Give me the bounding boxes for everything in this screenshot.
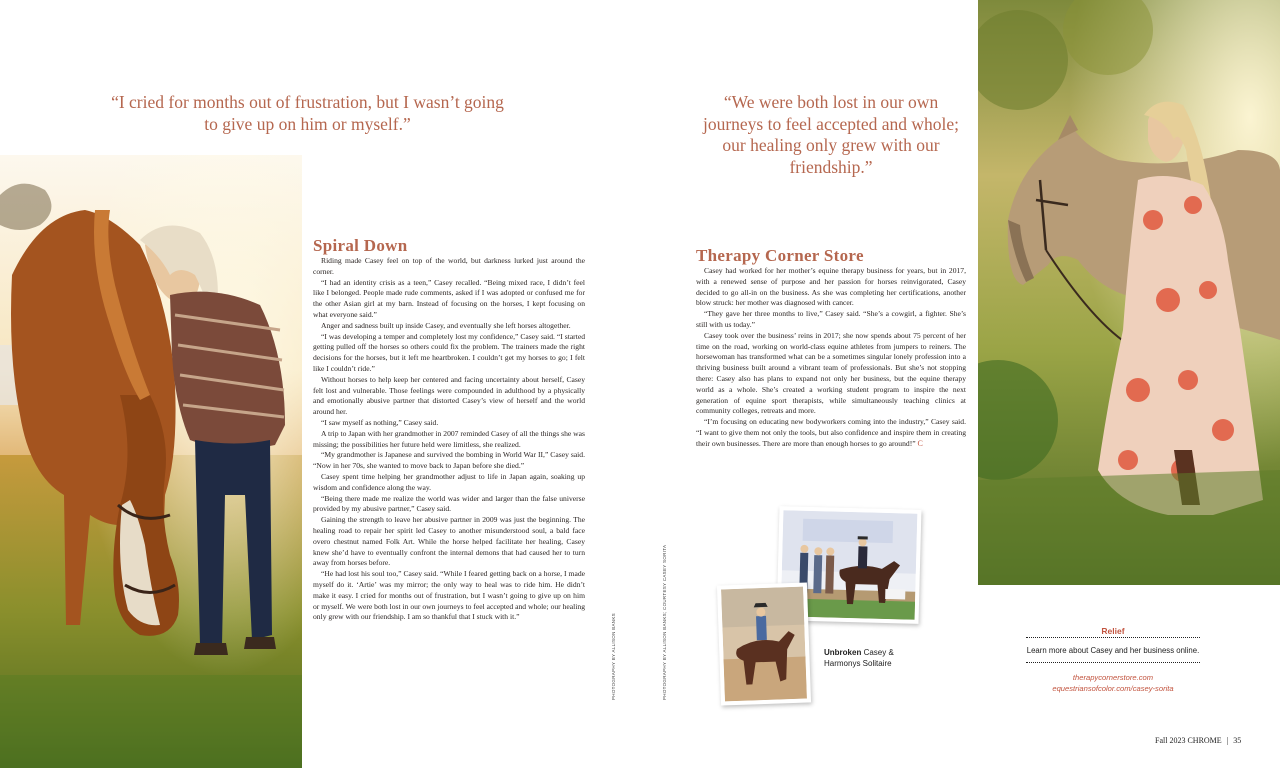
reining-scene-illustration <box>721 587 807 702</box>
paragraph: “They gave her three months to live,” Casey said. “She’s a cowgirl, a fighter. She’s still with us today.” <box>696 309 966 329</box>
pull-quote-left: “I cried for months out of frustration, but I wasn’t going to give up on him or myself.” <box>111 92 504 134</box>
paragraph: Casey spent time helping her grandmother adjust to life in Japan again, soaking up wisdom and confidence along the way. <box>313 471 585 492</box>
pull-quote-right: “We were both lost in our own journeys to feel accepted and whole; our healing only grew with our friendship.” <box>702 92 960 177</box>
section-title-spiral-down: Spiral Down <box>313 236 408 255</box>
paragraph-text: “I’m focusing on educating new bodyworkers coming into the industry,” Casey said. “I want to give them not only the tools, but also confidence and inspire them in creating their own businesses. There are more than enough horses to go around!” <box>696 417 966 448</box>
sunset-field-illustration <box>0 155 302 768</box>
paragraph <box>696 417 966 449</box>
paragraph: “I saw myself as nothing,” Casey said. <box>321 417 439 427</box>
link-therapy-corner-store[interactable]: therapycornerstore.com <box>1072 673 1154 682</box>
relief-title: Relief <box>1101 626 1125 636</box>
paragraph: Anger and sadness built up inside Casey, and eventually she left horses altogether. <box>321 320 571 330</box>
folio <box>1155 736 1241 745</box>
photo-credit-left: PHOTOGRAPHY BY ALLISON BANKS <box>611 613 616 700</box>
paragraph: Gaining the strength to leave her abusive partner in 2009 was just the beginning. The healing road to repair her spirit led Casey to another misunderstood soul, a bald face overo chestnut named Folk Art. While the horse helped facilitate her healing, Casey knew she’d have to eventually confront the internal demons that had caused her to turn away from horses before. <box>313 515 585 568</box>
folio-separator: | <box>1226 736 1229 745</box>
paragraph: “I was developing a temper and completely lost my confidence,” Casey said. “I started getting pulled off the horses so others could fix the problem. The trainers made the right decisions for the horses, but it left me heartbroken. I couldn’t get my horses to go; I felt like I couldn’t ride.” <box>313 331 585 373</box>
relief-divider <box>1026 662 1200 663</box>
relief-text: Learn more about Casey and her business online. <box>1026 646 1200 655</box>
relief-divider <box>1026 637 1200 638</box>
caption-bold: Unbroken <box>824 648 862 657</box>
paragraph: “Being there made me realize the world was wider and larger than the false universe provided by my abusive partner,” Casey said. <box>313 493 585 514</box>
section-title-therapy-corner-store: Therapy Corner Store <box>696 246 864 265</box>
inset-photo-reining <box>717 582 811 705</box>
folio-issue: Fall 2023 <box>1155 736 1186 745</box>
spiral-down-body <box>313 256 585 623</box>
paragraph: Casey had worked for her mother’s equine therapy business for years, but in 2017, with a renewed sense of purpose and her passion for horses reinvigorated, Casey decided to go all-in on the business. As she was completing her certifications, another blow struck: her mother was diagnosed with cancer. <box>696 266 966 308</box>
photo-credit-right: PHOTOGRAPHY BY ALLISON BANKS; COURTESY CASEY SORITA <box>662 544 667 700</box>
paragraph: “I had an identity crisis as a teen,” Casey recalled. “Being mixed race, I didn’t feel like I belonged. People made rude comments, asked if I was adopted or confused me for the other Asian girl at my barn. Instead of focusing on the horses, I kept focusing on what everyone said.” <box>313 277 585 319</box>
golden-hour-field-illustration <box>978 0 1280 585</box>
end-mark-icon: C <box>917 438 923 448</box>
photo-casey-hugging-horse <box>0 155 302 768</box>
caption-text: Casey & Harmonys Solitaire <box>824 648 894 668</box>
paragraph: Riding made Casey feel on top of the world, but darkness lurked just around the corner. <box>313 256 585 276</box>
therapy-corner-store-body <box>696 266 966 450</box>
page-number: 35 <box>1233 736 1242 745</box>
photo-casey-with-horse <box>978 0 1280 585</box>
article-column-therapy-corner-store <box>696 246 966 450</box>
paragraph: “He had lost his soul too,” Casey said. “While I feared getting back on a horse, I made myself do it. ‘Artie’ was my mirror; the only way to heal was to ride him. He didn’t make it easy. I cried for months out of frustration, but I wasn’t going to give up on him or myself. We were both lost in our own journeys to feel accepted and whole; our healing only grew with our friendship. I am so thankful that I stuck with it.” <box>313 569 585 622</box>
paragraph: Casey took over the business’ reins in 2017; she now spends about 75 percent of her time on the road, working on world-class equine athletes from jumpers to reiners. The horsewoman has transformed what can be a sometimes singular lonely profession into a thriving business built around a vibrant team of professionals. But she’s not stopping there: Casey also has plans to expand not only her business, but the equine therapy world as a whole. She’s created a working student program to inspire the next generation of equine sport therapists, while simultaneously teaching clinics at community colleges, retreats and more. <box>696 330 966 416</box>
folio-magazine: CHROME <box>1187 736 1222 745</box>
paragraph: “My grandmother is Japanese and survived the bombing in World War II,” Casey said. “Now in her 70s, she wanted to move back to Japan before she died.” <box>313 450 585 471</box>
paragraph: Without horses to help keep her centered and facing uncertainty about herself, Casey felt lost and vulnerable. Those feelings were compounded in adulthood by a physically and emotionally abusive partner that distorted Casey’s view of herself and the world around her. <box>313 374 585 417</box>
article-column-spiral-down <box>313 236 585 623</box>
paragraph: A trip to Japan with her grandmother in 2007 reminded Casey of all the things she was missing; the possibilities her future held were limitless, she realized. <box>313 428 585 449</box>
photo-caption <box>824 648 904 669</box>
link-equestrians-of-color[interactable]: equestriansofcolor.com/casey-sorita <box>1052 684 1174 693</box>
